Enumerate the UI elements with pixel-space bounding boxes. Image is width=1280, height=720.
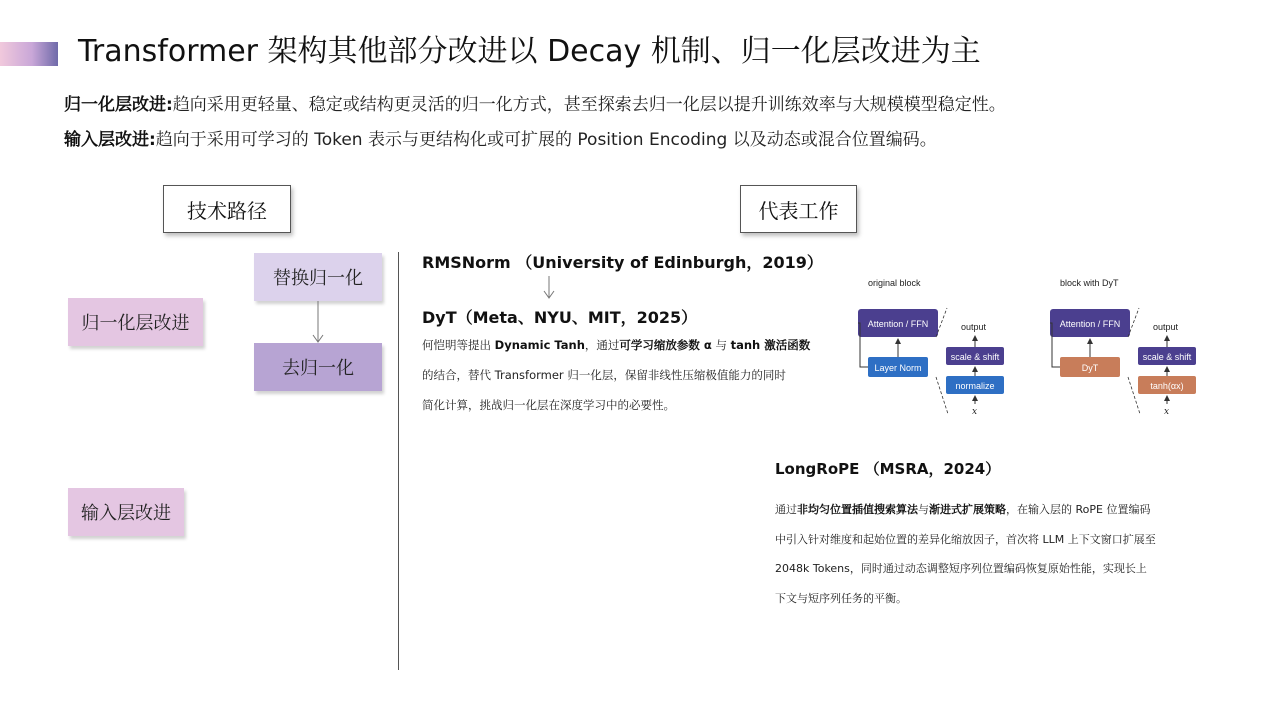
norm-summary-label: 归一化层改进: [64, 95, 173, 115]
longrope-text: 与 [918, 503, 929, 516]
longrope-text: 通过 [775, 503, 797, 516]
dyt-emphasis: tanh 激活函数 [730, 338, 811, 352]
longrope-title: LongRoPE （MSRA，2024） [775, 460, 1001, 478]
dyt-text: 与 [711, 338, 731, 352]
dyt-text: 何恺明等提出 [422, 338, 495, 352]
fig-x-label-right: x [1164, 407, 1170, 417]
fig-dyt-label: DyT [1081, 363, 1099, 373]
input-summary-label: 输入层改进: [64, 130, 156, 150]
fig-scale-shift-label-left: scale & shift [950, 352, 1000, 362]
fig-output-label-left: output [961, 322, 987, 332]
dyt-block-figure [850, 272, 1210, 422]
category-norm: 归一化层改进 [68, 298, 203, 346]
norm-summary [64, 92, 1006, 118]
longrope-line-2: 中引入针对维度和起始位置的差异化缩放因子，首次将 LLM 上下文窗口扩展至 [775, 532, 1156, 546]
step-remove-norm: 去归一化 [254, 343, 382, 391]
vertical-divider [398, 252, 399, 670]
longrope-text: ，在输入层的 RoPE 位置编码 [1006, 503, 1151, 516]
dyt-line-2: 的结合，替代 Transformer 归一化层，保留非线性压缩极值能力的同时 [422, 368, 786, 382]
fig-tanh-label: tanh(αx) [1150, 381, 1184, 391]
step-replace-norm: 替换归一化 [254, 253, 382, 301]
longrope-line-4: 下文与短序列任务的平衡。 [775, 591, 907, 605]
dyt-line-3: 简化计算，挑战归一化层在深度学习中的必要性。 [422, 398, 675, 412]
dyt-description [422, 330, 810, 420]
category-input: 输入层改进 [68, 488, 184, 536]
fig-normalize-label: normalize [955, 381, 995, 391]
fig-right-caption: block with DyT [1060, 278, 1119, 288]
dyt-emphasis: 可学习缩放参数 α [619, 338, 712, 352]
longrope-emphasis: 非均匀位置插值搜索算法 [797, 503, 918, 516]
fig-scale-shift-label-right: scale & shift [1142, 352, 1192, 362]
fig-x-label-left: x [972, 407, 978, 417]
fig-left-caption: original block [868, 278, 921, 288]
input-summary [64, 127, 937, 153]
dyt-title: DyT（Meta、NYU、MIT，2025） [422, 308, 698, 327]
fig-layernorm-label: Layer Norm [874, 363, 922, 373]
representative-work-header: 代表工作 [740, 185, 857, 233]
fig-output-label-right: output [1153, 322, 1179, 332]
norm-summary-text: 趋向采用更轻量、稳定或结构更灵活的归一化方式，甚至探索去归一化层以提升训练效率与大规模模型稳定性。 [172, 95, 1006, 115]
step-arrow-down [312, 301, 324, 345]
tech-path-header: 技术路径 [163, 185, 291, 233]
title-accent-bar [0, 42, 58, 66]
input-summary-text: 趋向于采用可学习的 Token 表示与更结构化或可扩展的 Position Encoding 以及动态或混合位置编码。 [155, 130, 937, 150]
fig-attn-label-right: Attention / FFN [1059, 319, 1121, 329]
dyt-emphasis: Dynamic Tanh [494, 338, 585, 352]
longrope-line-1 [775, 495, 1156, 525]
fig-attn-label-left: Attention / FFN [867, 319, 929, 329]
work-arrow-down [543, 276, 555, 300]
longrope-emphasis: 渐进式扩展策略 [929, 503, 1006, 516]
longrope-line-3: 2048k Tokens，同时通过动态调整短序列位置编码恢复原始性能，实现长上 [775, 562, 1147, 575]
dyt-line-1 [422, 330, 810, 360]
rmsnorm-title: RMSNorm （University of Edinburgh，2019） [422, 253, 823, 272]
longrope-description [775, 495, 1156, 613]
dyt-text: ，通过 [584, 338, 620, 352]
page-title: Transformer 架构其他部分改进以 Decay 机制、归一化层改进为主 [78, 34, 981, 69]
